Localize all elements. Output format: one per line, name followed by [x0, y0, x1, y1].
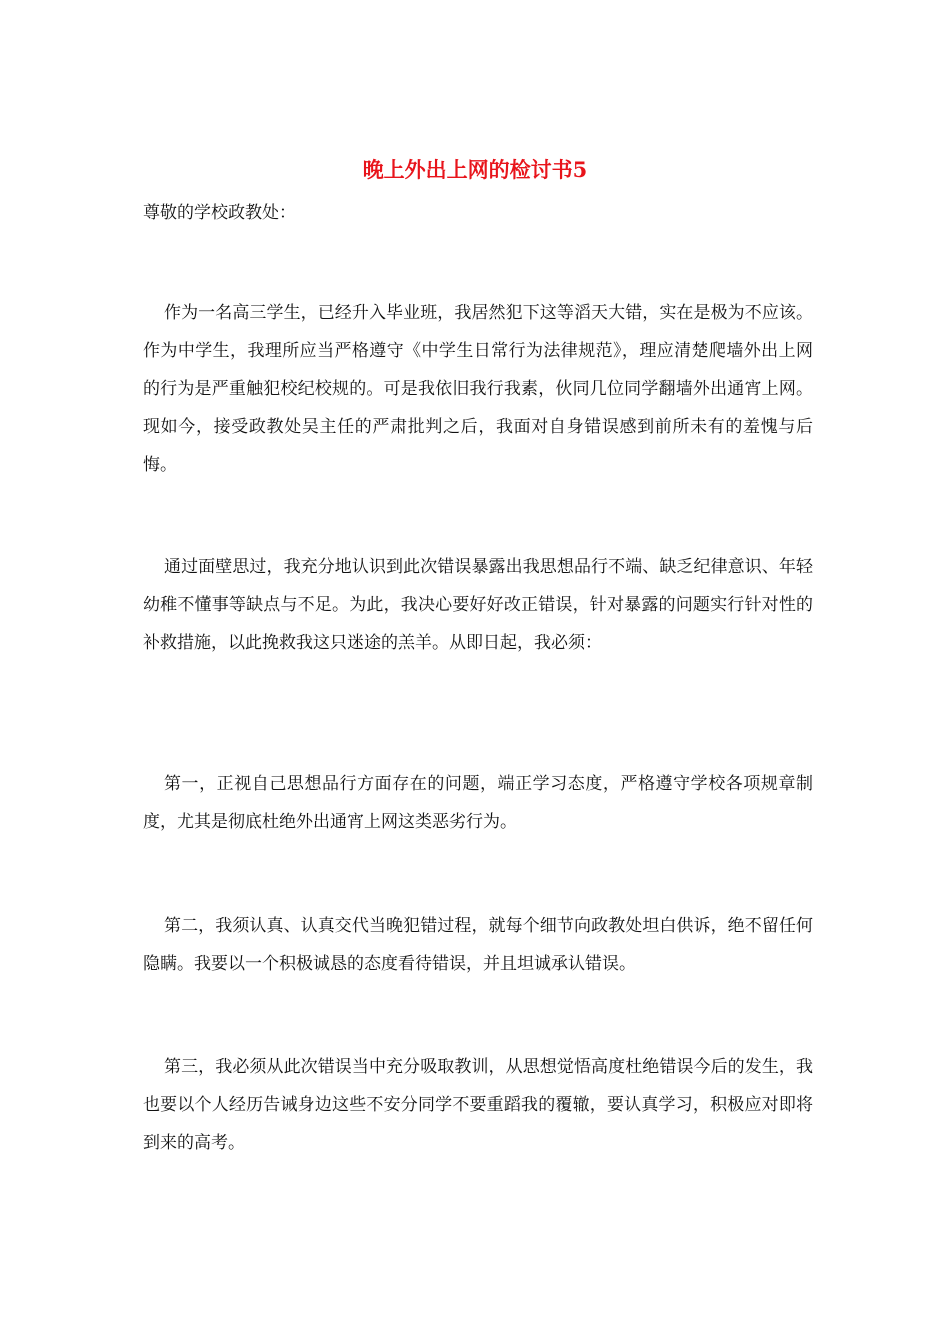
paragraph-3: 第一，正视自己思想品行方面存在的问题，端正学习态度，严格遵守学校各项规章制度，尤其是彻底杜绝外出通宵上网这类恶劣行为。 — [143, 774, 813, 832]
paragraph-2: 通过面壁思过，我充分地认识到此次错误暴露出我思想品行不端、缺乏纪律意识、年轻幼稚不懂事等缺点与不足。为此，我决心要好好改正错误，针对暴露的问题实行针对性的补救措施，以此挽救我这只迷途的羔羊。从即日起，我必须： — [143, 557, 813, 653]
salutation: 尊敬的学校政教处： — [143, 203, 296, 223]
paragraph-4: 第二，我须认真、认真交代当晚犯错过程，就每个细节向政教处坦白供诉，绝不留任何隐瞒。我要以一个积极诚恳的态度看待错误，并且坦诚承认错误。 — [143, 916, 813, 974]
paragraph-5: 第三，我必须从此次错误当中充分吸取教训，从思想觉悟高度杜绝错误今后的发生，我也要以个人经历告诫身边这些不安分同学不要重蹈我的覆辙，要认真学习，积极应对即将到来的高考。 — [143, 1057, 813, 1153]
document-title: 晚上外出上网的检讨书5 — [362, 157, 588, 182]
paragraph-1: 作为一名高三学生，已经升入毕业班，我居然犯下这等滔天大错，实在是极为不应该。作为中学生，我理所应当严格遵守《中学生日常行为法律规范》，理应清楚爬墙外出上网的行为是严重触犯校纪校规的。可是我依旧我行我素，伙同几位同学翻墙外出通宵上网。现如今，接受政教处吴主任的严肃批判之后，我面对自身错误感到前所未有的羞愧与后悔。 — [143, 303, 813, 475]
